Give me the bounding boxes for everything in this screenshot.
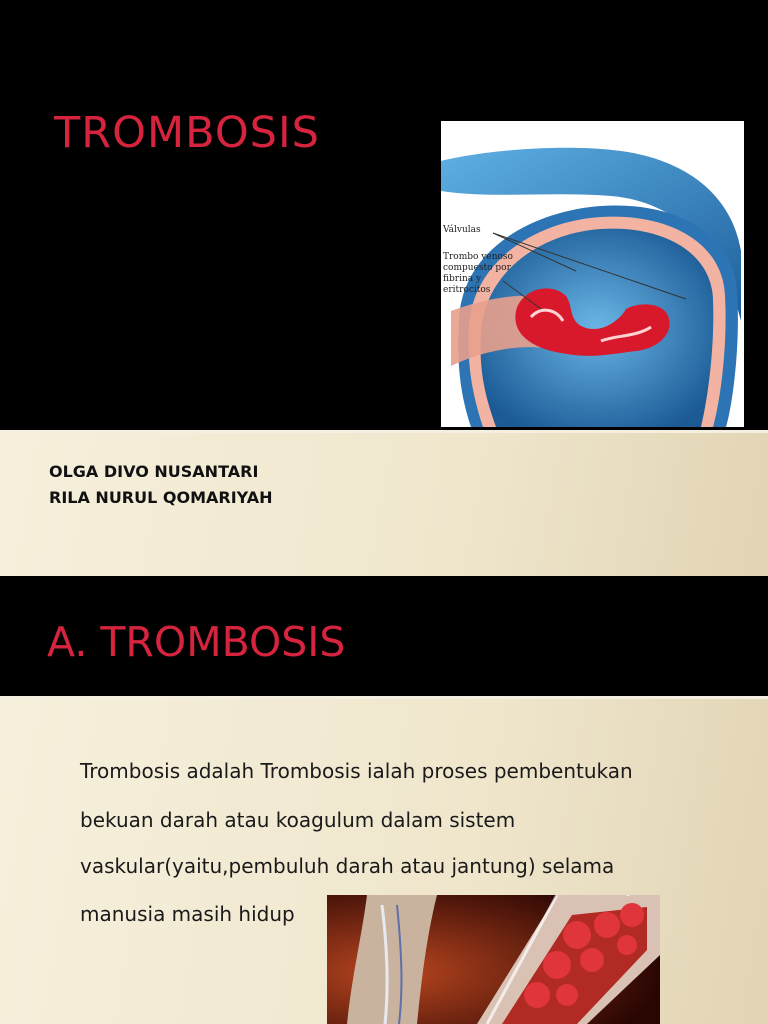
author-2: RILA NURUL QOMARIYAH <box>49 488 273 507</box>
diagram-label-eritrocitos: eritrocitos <box>443 285 491 295</box>
body-line-1: Trombosis adalah Trombosis ialah proses pembentukan <box>80 759 633 783</box>
body-line-4: manusia masih hidup <box>80 902 295 926</box>
body-line-2: bekuan darah atau koagulum dalam sistem <box>80 808 516 832</box>
leg-thrombus-image <box>327 895 660 1024</box>
body-line-3: vaskular(yaitu,pembuluh darah atau jantung) selama <box>80 854 615 878</box>
diagram-label-fibrina: fibrina y <box>443 274 482 284</box>
diagram-label-compuesto: compuesto por <box>443 263 511 273</box>
vein-thrombus-diagram <box>441 121 744 427</box>
slide1-title: TROMBOSIS <box>54 108 320 158</box>
slide2-title: A. TROMBOSIS <box>47 618 346 666</box>
author-1: OLGA DIVO NUSANTARI <box>49 462 259 481</box>
diagram-label-trombo: Trombo venoso <box>443 252 513 262</box>
leg-vein-illustration <box>327 895 660 1024</box>
diagram-label-valvulas: Válvulas <box>443 225 481 235</box>
